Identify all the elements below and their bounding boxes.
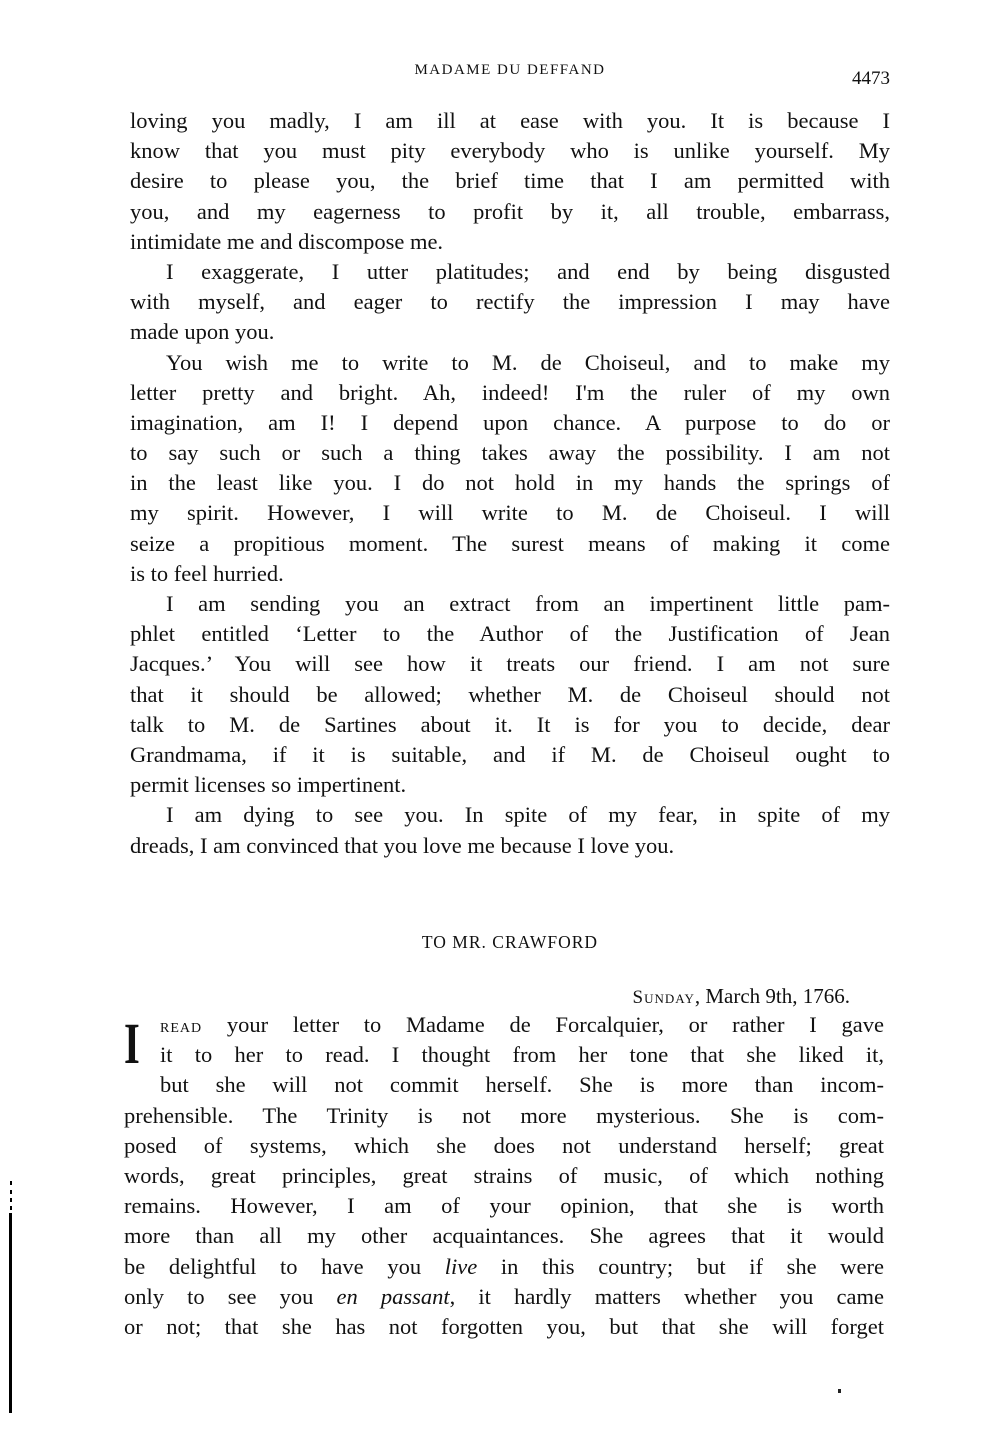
text-line: You wish me to write to M. de Choiseul, and to make my [166,349,890,375]
letter-heading: TO MR. CRAWFORD [421,932,599,952]
text-line: in the least like you. I do not hold in my hands the springs of [130,470,890,496]
text-line: is to feel hurried. [130,560,284,586]
text-line: read your letter to Madame de Forcalquier, or rather I gave [160,1012,884,1037]
letter-body [124,1010,884,1342]
text-line: you, and my eagerness to profit by it, all trouble, embarrass, [130,198,890,224]
scan-edge-mark [10,1190,12,1194]
text-line: it to her to read. I thought from her tone that she liked it, [160,1042,884,1068]
dateline-day: Sunday [632,987,695,1008]
text-line: more than all my other acquaintances. She agrees that it would [124,1223,884,1249]
text-line: be delightful to have you live in this country; but if she were [124,1253,884,1279]
text-line: to say such or such a thing takes away the possibility. I am not [130,440,890,466]
text-line: intimidate me and discompose me. [130,228,444,254]
text-line: phlet entitled ‘Letter to the Author of the Justification of Jean [130,621,890,647]
text-line: I am dying to see you. In spite of my fear, in spite of my [166,802,890,828]
text-line: seize a propitious moment. The surest means of making it come [130,530,890,556]
text-line: words, great principles, great strains of music, of which nothing [124,1162,884,1188]
text-line: imagination, am I! I depend upon chance. A purpose to do or [130,409,890,435]
text-line: that it should be allowed; whether M. de Choiseul should not [130,681,890,707]
text-line: remains. However, I am of your opinion, that she is worth [124,1193,884,1219]
running-title: MADAME DU DEFFAND [414,62,606,78]
dateline [633,984,850,1009]
text-line: loving you madly, I am ill at ease with you. It is because I [130,108,890,133]
text-line: dreads, I am convinced that you love me because I love you. [130,832,675,858]
small-caps-word: read [160,1015,203,1037]
italic-phrase: en passant [336,1283,450,1309]
text-line: only to see you en passant, it hardly matters whether you came [124,1283,885,1309]
scan-edge-line [9,1213,12,1413]
dateline-date: , March 9th, 1766. [694,984,850,1008]
scan-speck [838,1389,841,1393]
scan-edge-mark [10,1181,12,1185]
text-line: or not; that she has not forgotten you, but that she will forget [124,1313,884,1339]
text-line: my spirit. However, I will write to M. de Choiseul. I will [130,500,890,526]
text-line: with myself, and eager to rectify the impression I may have [130,289,890,315]
text-line: I exaggerate, I utter platitudes; and end by being disgusted [166,258,890,284]
drop-cap: I [124,1011,140,1076]
italic-word: live [444,1253,478,1279]
scan-edge-mark [10,1206,12,1210]
scan-edge-mark [10,1198,12,1202]
text-line: Jacques.’ You will see how it treats our friend. I am not sure [130,651,890,677]
text-line: but she will not commit herself. She is more than incom- [160,1072,884,1098]
text-line: desire to please you, the brief time that I am permitted with [130,168,890,194]
page-number: 4473 [852,68,890,89]
running-head [130,60,890,89]
text-line: made upon you. [130,319,275,345]
text-line: talk to M. de Sartines about it. It is for you to decide, dear [130,711,890,737]
text-line: letter pretty and bright. Ah, indeed! I'm the ruler of my own [130,379,890,405]
text-line: posed of systems, which she does not understand herself; great [124,1132,884,1158]
text-line: Grandmama, if it is suitable, and if M. de Choiseul ought to [130,741,890,767]
text-line: know that you must pity everybody who is unlike yourself. My [130,138,890,164]
letter-continuation [130,106,890,861]
text-line: prehensible. The Trinity is not more mysterious. She is com- [124,1102,884,1128]
text-line: I am sending you an extract from an impertinent little pam- [166,591,890,616]
text-line: permit licenses so impertinent. [130,772,407,798]
